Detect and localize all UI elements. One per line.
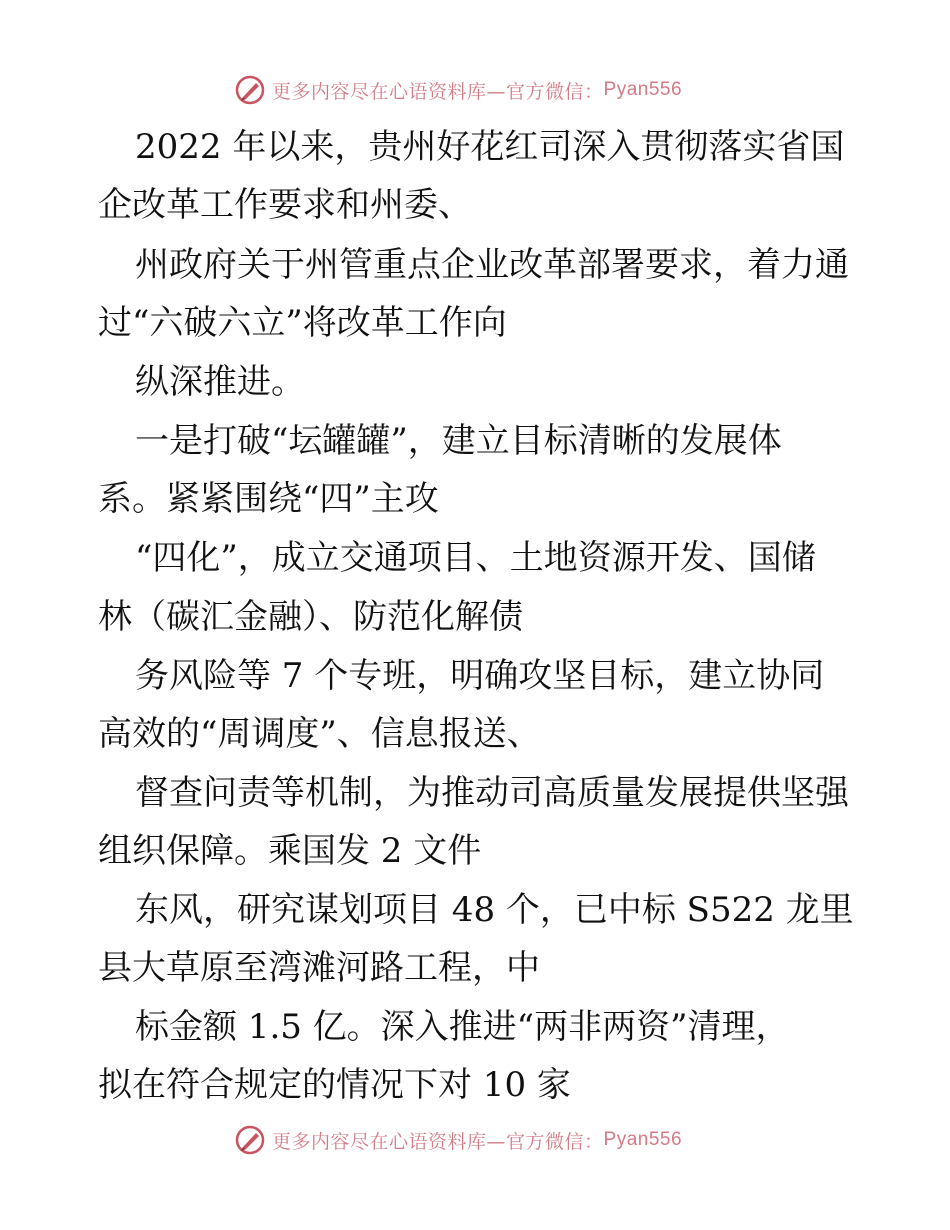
text-line: 系。紧紧围绕“四”主攻 bbox=[98, 479, 439, 519]
text-line: 过“六破六立”将改革工作向 bbox=[98, 303, 507, 343]
text-line: 2022 年以来，贵州好花红司深入贯彻落实省国 bbox=[135, 127, 845, 167]
text-line: 州政府关于州管重点企业改革部署要求，着力通 bbox=[135, 245, 849, 285]
footer-banner-text: 更多内容尽在心语资料库—官方微信： bbox=[272, 1130, 604, 1153]
text-line: 标金额 1.5 亿。深入推进“两非两资”清理， bbox=[135, 1007, 790, 1047]
header-watermark-banner bbox=[234, 73, 682, 107]
header-banner-text: 更多内容尽在心语资料库—官方微信： bbox=[272, 80, 604, 103]
text-line: 组织保障。乘国发 2 文件 bbox=[98, 831, 482, 871]
pen-logo-icon bbox=[234, 1124, 266, 1156]
header-wechat-id: Pyan556 bbox=[603, 79, 683, 100]
pen-logo-icon bbox=[234, 74, 266, 106]
text-line: 东风，研究谋划项目 48 个，已中标 S522 龙里 bbox=[135, 890, 854, 930]
text-line: 林（碳汇金融）、防范化解债 bbox=[98, 597, 523, 637]
text-line: 拟在符合规定的情况下对 10 家 bbox=[98, 1065, 571, 1105]
text-line: 纵深推进。 bbox=[135, 362, 305, 402]
footer-wechat-id: Pyan556 bbox=[603, 1129, 683, 1150]
text-line: 务风险等 7 个专班，明确攻坚目标，建立协同 bbox=[135, 656, 825, 696]
text-line: 企改革工作要求和州委、 bbox=[98, 185, 472, 225]
text-line: 督查问责等机制，为推动司高质量发展提供坚强 bbox=[135, 773, 849, 813]
text-line: “四化”，成立交通项目、土地资源开发、国储 bbox=[135, 538, 816, 578]
footer-watermark-banner bbox=[234, 1123, 682, 1157]
text-line: 县大草原至湾滩河路工程，中 bbox=[98, 948, 540, 988]
text-line: 一是打破“坛罐罐”，建立目标清晰的发展体 bbox=[135, 421, 782, 461]
text-line: 高效的“周调度”、信息报送、 bbox=[98, 714, 541, 754]
